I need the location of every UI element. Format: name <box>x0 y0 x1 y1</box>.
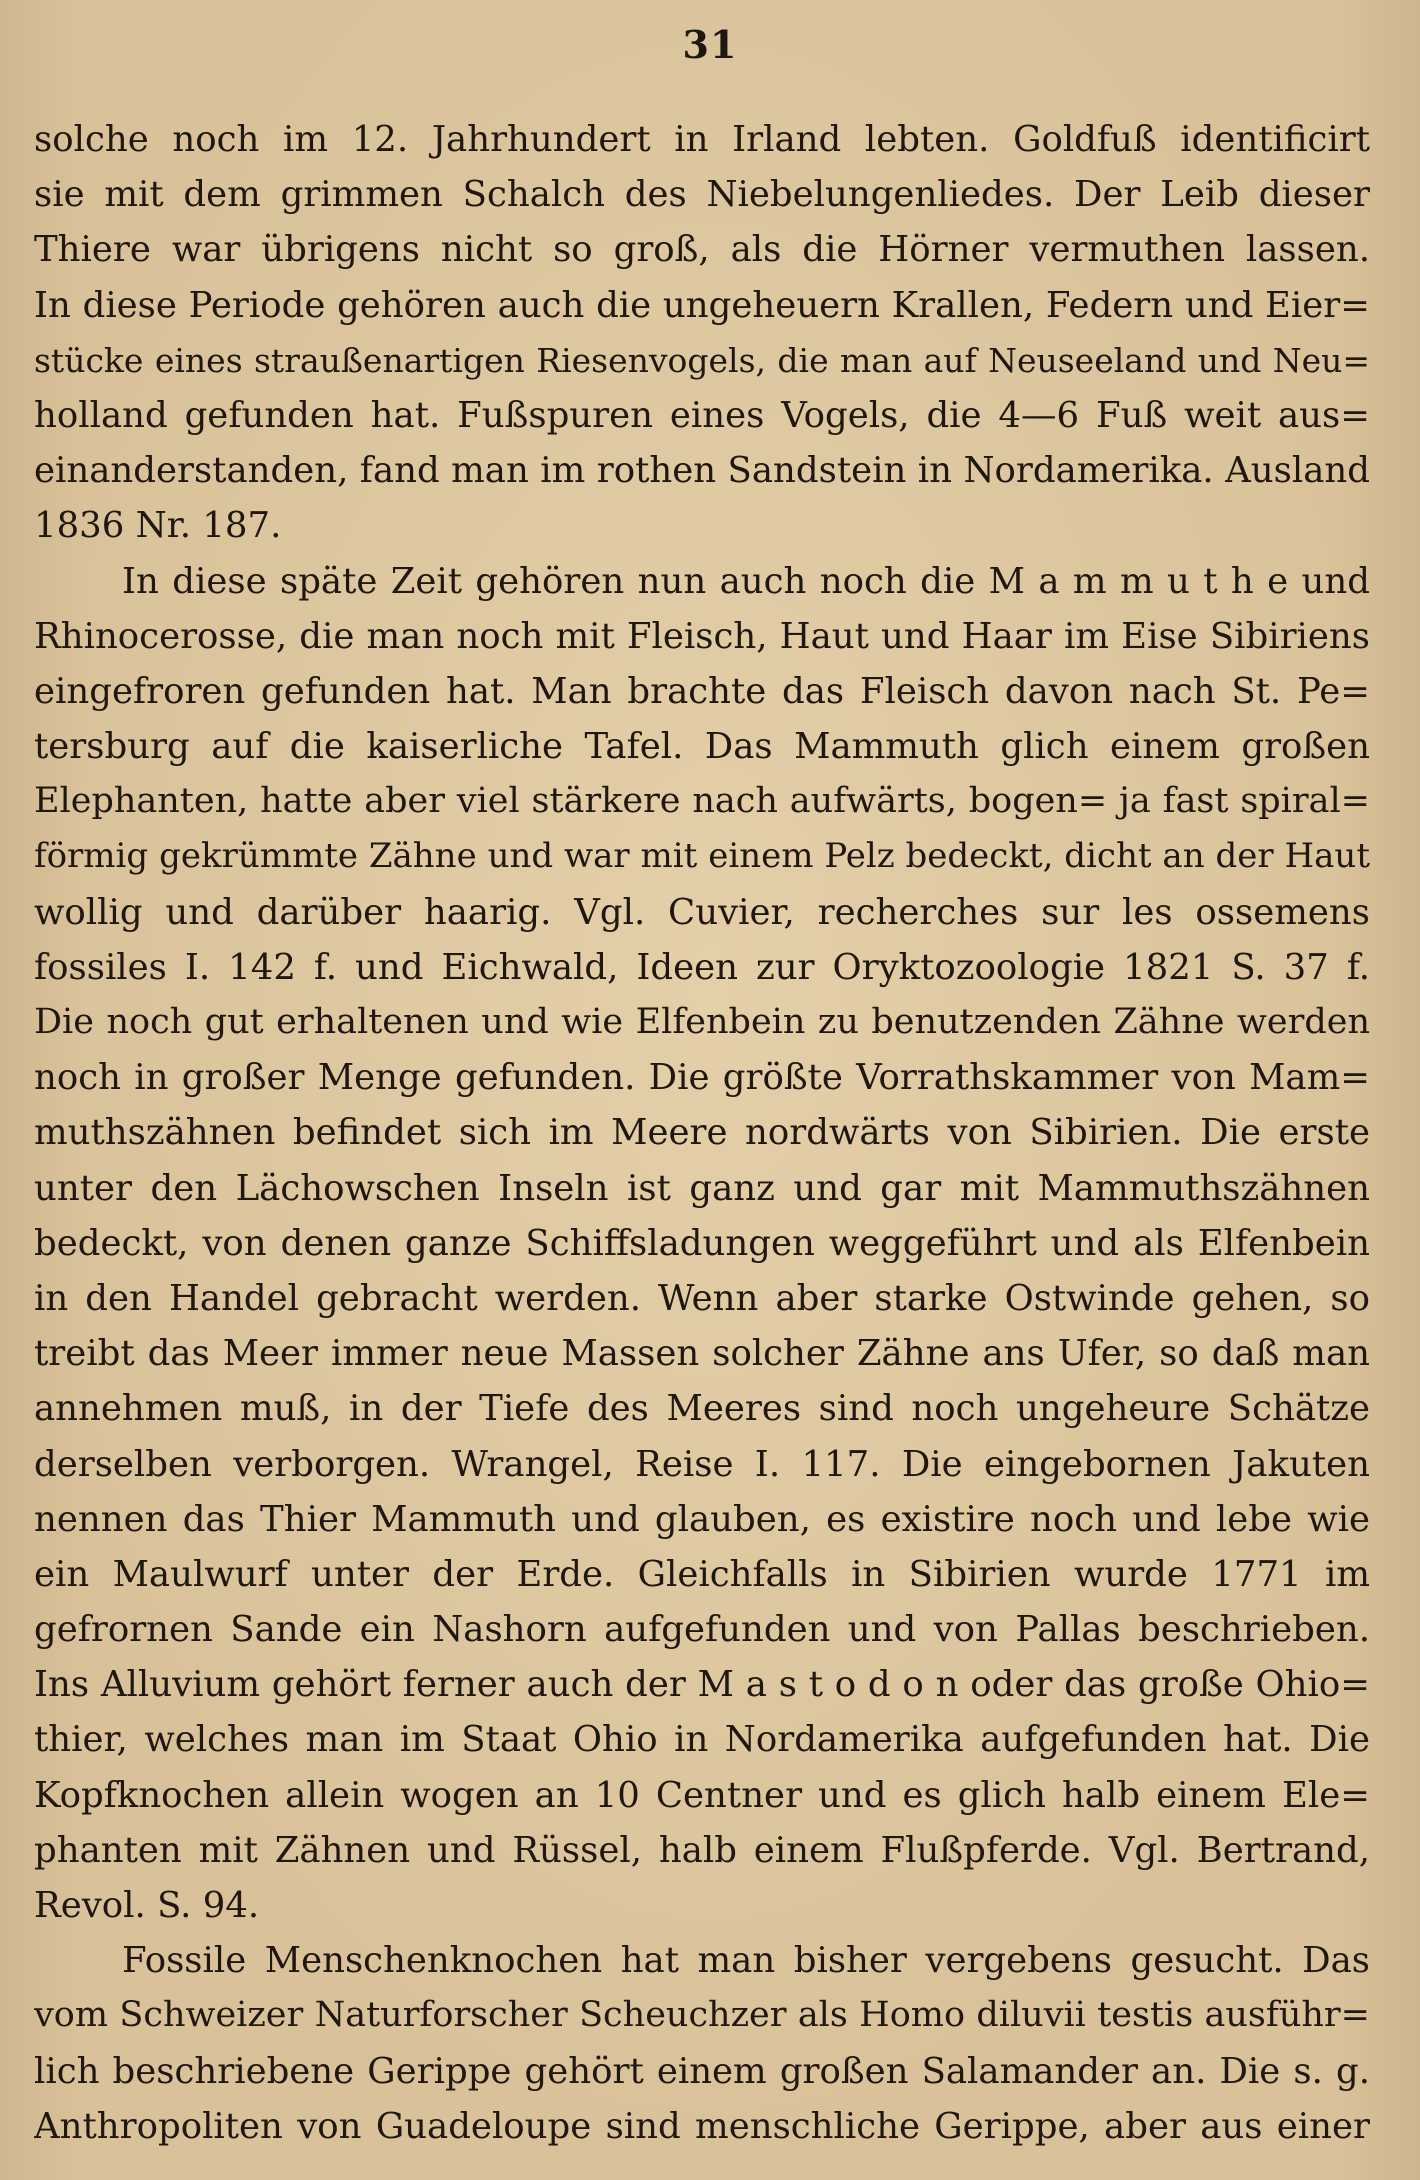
text-line: Kopfknochen allein wogen an 10 Centner und es glich halb einem Ele= <box>34 1774 1370 1816</box>
text-line: solche noch im 12. Jahrhundert in Irland lebten. Goldfuß identificirt <box>34 119 1370 160</box>
text-line: derselben verborgen. Wrangel, Reise I. 117. Die eingebornen Jakuten <box>34 1443 1370 1485</box>
text-line: förmig gekrümmte Zähne und war mit einem Pelz bedeckt, dicht an der Haut <box>34 836 1370 877</box>
text-line: Rhinocerosse, die man noch mit Fleisch, Haut und Haar im Eise Sibiriens <box>34 615 1370 657</box>
text-line: holland gefunden hat. Fußspuren eines Vogels, die 4—6 Fuß weit aus= <box>34 394 1370 436</box>
text-line: unter den Lächowschen Inseln ist ganz und gar mit Mammuthszähnen <box>34 1167 1370 1209</box>
text-line: ein Maulwurf unter der Erde. Gleichfalls in Sibirien wurde 1771 im <box>34 1553 1370 1595</box>
text-line: stücke eines straußenartigen Riesenvogels, die man auf Neuseeland und Neu= <box>34 340 1370 380</box>
text-line: Anthropoliten von Guadeloupe sind menschliche Gerippe, aber aus einer <box>34 2105 1370 2147</box>
body-text <box>34 112 1370 2154</box>
page-number: 31 <box>682 22 738 67</box>
text-line: annehmen muß, in der Tiefe des Meeres sind noch ungeheure Schätze <box>34 1388 1370 1430</box>
text-line: einanderstanden, fand man im rothen Sandstein in Nordamerika. Ausland <box>34 450 1370 492</box>
text-line: Revol. S. 94. <box>34 1885 260 1926</box>
text-line: muthszähnen befindet sich im Meere nordwärts von Sibirien. Die erste <box>34 1112 1370 1154</box>
text-line: tersburg auf die kaiserliche Tafel. Das Mammuth glich einem großen <box>34 726 1370 768</box>
text-line: treibt das Meer immer neue Massen solcher Zähne ans Ufer, so daß man <box>34 1333 1370 1375</box>
text-line: gefrornen Sande ein Nashorn aufgefunden und von Pallas beschrieben. <box>34 1609 1370 1651</box>
text-line: Ins Alluvium gehört ferner auch der M a s t o d o n oder das große Ohio= <box>34 1664 1370 1706</box>
text-line: fossiles I. 142 f. und Eichwald, Ideen zur Oryktozoologie 1821 S. 37 f. <box>34 946 1370 988</box>
text-line: sie mit dem grimmen Schalch des Niebelungenliedes. Der Leib dieser <box>34 174 1370 216</box>
text-line: lich beschriebene Gerippe gehört einem großen Salamander an. Die s. g. <box>34 2050 1370 2092</box>
text-line: Elephanten, hatte aber viel stärkere nach aufwärts, bogen= ja fast spiral= <box>34 781 1370 822</box>
text-line: noch in großer Menge gefunden. Die größte Vorrathskammer von Mam= <box>34 1057 1370 1099</box>
text-line: wollig und darüber haarig. Vgl. Cuvier, recherches sur les ossemens <box>34 891 1370 933</box>
text-line: Die noch gut erhaltenen und wie Elfenbein zu benutzenden Zähne werden <box>34 1002 1370 1042</box>
text-line: Thiere war übrigens nicht so groß, als die Hörner vermuthen lassen. <box>34 229 1370 271</box>
text-line: nennen das Thier Mammuth und glauben, es existire noch und lebe wie <box>34 1498 1370 1540</box>
text-line: In diese Periode gehören auch die ungeheuern Krallen, Federn und Eier= <box>34 284 1370 326</box>
text-line: phanten mit Zähnen und Rüssel, halb einem Flußpferde. Vgl. Bertrand, <box>34 1829 1370 1871</box>
text-line: Fossile Menschenknochen hat man bisher vergebens gesucht. Das <box>122 1940 1370 1982</box>
text-line: bedeckt, von denen ganze Schiffsladungen weggeführt und als Elfenbein <box>34 1222 1370 1264</box>
text-line: eingefroren gefunden hat. Man brachte das Fleisch davon nach St. Pe= <box>34 670 1370 712</box>
text-line: thier, welches man im Staat Ohio in Nordamerika aufgefunden hat. Die <box>34 1719 1370 1761</box>
text-line: vom Schweizer Naturforscher Scheuchzer als Homo diluvii testis ausführ= <box>34 1995 1370 2036</box>
text-line: in den Handel gebracht werden. Wenn aber starke Ostwinde gehen, so <box>34 1277 1370 1319</box>
text-line: 1836 Nr. 187. <box>34 505 282 547</box>
text-line: In diese späte Zeit gehören nun auch noch die M a m m u t h e und <box>122 560 1370 602</box>
